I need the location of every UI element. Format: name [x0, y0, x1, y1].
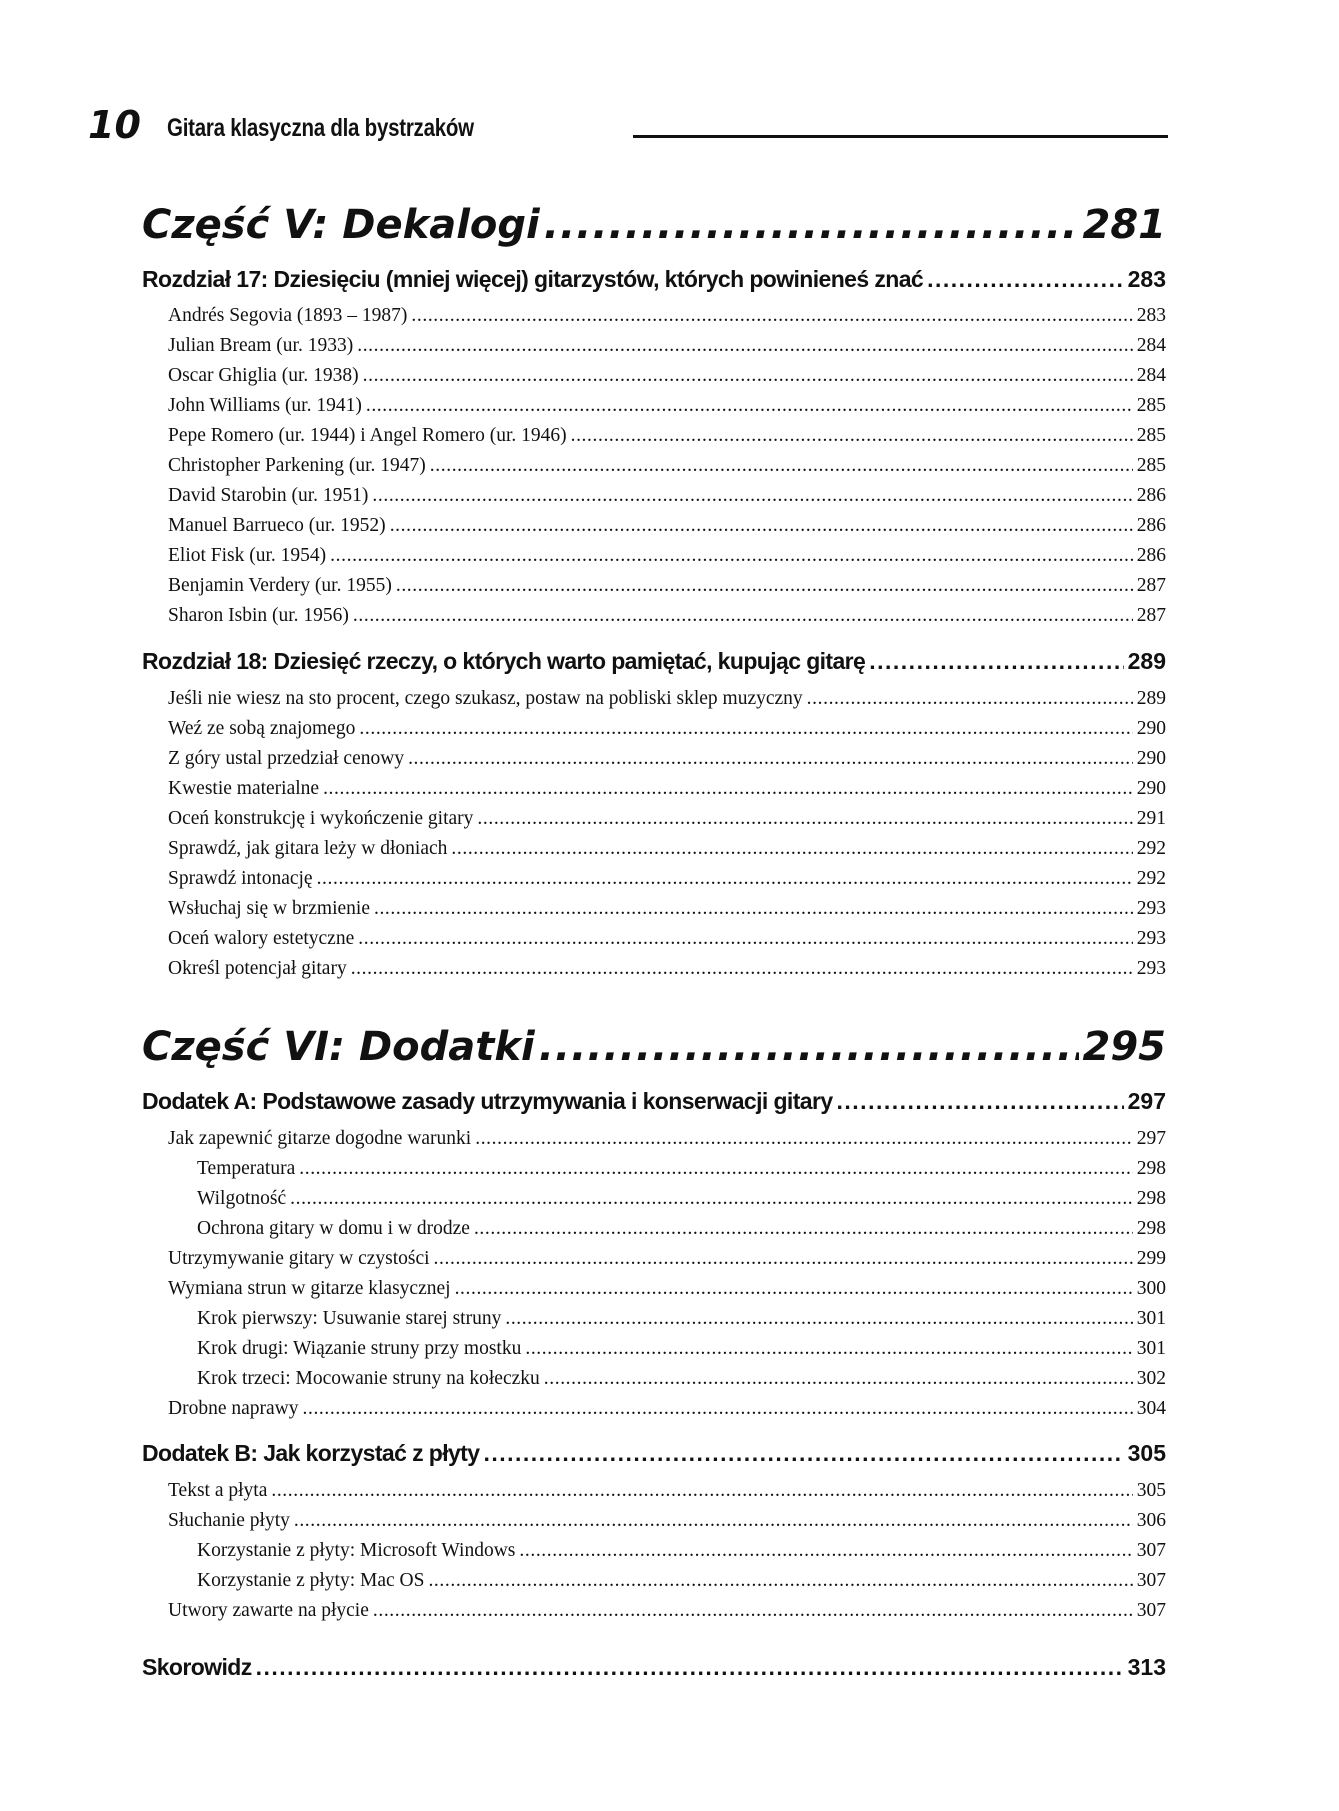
entry-page: 306 [1136, 1510, 1166, 1531]
entry-title: Christopher Parkening (ur. 1947) [168, 455, 426, 476]
dot-leader [317, 868, 1133, 890]
dot-leader [475, 1128, 1133, 1150]
entry-page: 302 [1136, 1368, 1166, 1389]
toc-subentry [197, 1308, 1166, 1336]
entry-page: 293 [1136, 898, 1166, 919]
dot-leader [430, 455, 1133, 477]
dot-leader [428, 1570, 1132, 1592]
dot-leader [303, 1398, 1133, 1420]
toc-entry [168, 778, 1166, 806]
dot-leader [357, 335, 1133, 357]
entry-page: 286 [1136, 485, 1166, 506]
dot-leader [363, 365, 1133, 387]
part-page: 281 [1082, 202, 1166, 248]
index-page: 313 [1127, 1654, 1166, 1680]
chapter-page: 289 [1127, 648, 1166, 674]
entry-page: 291 [1136, 808, 1166, 829]
entry-page: 300 [1136, 1278, 1166, 1299]
chapter-page: 305 [1127, 1440, 1166, 1466]
entry-title: David Starobin (ur. 1951) [168, 485, 369, 506]
chapter-title: Dodatek B: Jak korzystać z płyty [142, 1440, 480, 1466]
dot-leader [373, 1600, 1133, 1622]
entry-title: Sprawdź, jak gitara leży w dłoniach [168, 838, 448, 859]
dot-leader [359, 718, 1132, 740]
dot-leader [451, 838, 1132, 860]
dot-leader [455, 1278, 1133, 1300]
toc-entry [168, 1480, 1166, 1508]
toc-entry [168, 515, 1166, 543]
entry-title: Wilgotność [197, 1188, 287, 1209]
entry-title: Tekst a płyta [168, 1480, 268, 1501]
part-heading [142, 1024, 1166, 1080]
entry-title: Z góry ustal przedział cenowy [168, 748, 405, 769]
dot-leader [477, 808, 1132, 830]
entry-title: Pepe Romero (ur. 1944) i Angel Romero (ur. 1946) [168, 425, 567, 446]
toc-entry [168, 958, 1166, 986]
entry-title: Oscar Ghiglia (ur. 1938) [168, 365, 359, 386]
entry-title: Temperatura [197, 1158, 296, 1179]
toc-entry [168, 305, 1166, 333]
entry-title: Julian Bream (ur. 1933) [168, 335, 354, 356]
entry-page: 301 [1136, 1338, 1166, 1359]
dot-leader [256, 1654, 1124, 1681]
dot-leader [411, 305, 1132, 327]
toc-subentry [197, 1338, 1166, 1366]
entry-page: 298 [1136, 1218, 1166, 1239]
dot-leader [351, 958, 1133, 980]
toc-subentry [197, 1368, 1166, 1396]
dot-leader [294, 1510, 1133, 1532]
entry-page: 284 [1136, 365, 1166, 386]
entry-title: Benjamin Verdery (ur. 1955) [168, 575, 392, 596]
entry-page: 285 [1136, 455, 1166, 476]
entry-page: 307 [1136, 1540, 1166, 1561]
dot-leader [271, 1480, 1132, 1502]
entry-title: Krok drugi: Wiązanie struny przy mostku [197, 1338, 522, 1359]
entry-page: 289 [1136, 688, 1166, 709]
dot-leader [374, 898, 1133, 920]
dot-leader [869, 648, 1123, 675]
index-title: Skorowidz [142, 1654, 252, 1680]
dot-leader [358, 928, 1133, 950]
entry-page: 290 [1136, 718, 1166, 739]
toc-entry [168, 1600, 1166, 1628]
entry-page: 293 [1136, 958, 1166, 979]
chapter-page: 283 [1127, 266, 1166, 292]
entry-title: Weź ze sobą znajomego [168, 718, 356, 739]
entry-title: Słuchanie płyty [168, 1510, 290, 1531]
dot-leader [330, 545, 1133, 567]
entry-page: 297 [1136, 1128, 1166, 1149]
dot-leader [837, 1088, 1124, 1115]
entry-page: 286 [1136, 545, 1166, 566]
toc-entry [168, 1510, 1166, 1538]
chapter-title: Rozdział 17: Dziesięciu (mniej więcej) gitarzystów, których powinieneś znać [142, 266, 924, 292]
entry-title: Wymiana strun w gitarze klasycznej [168, 1278, 451, 1299]
dot-leader [353, 605, 1133, 627]
chapter-page: 297 [1127, 1088, 1166, 1114]
entry-page: 293 [1136, 928, 1166, 949]
entry-page: 290 [1136, 748, 1166, 769]
book-title: Gitara klasyczna dla bystrzaków [166, 114, 474, 142]
part-title: Część VI: Dodatki [142, 1024, 535, 1070]
dot-leader [544, 202, 1079, 248]
entry-page: 284 [1136, 335, 1166, 356]
dot-leader [807, 688, 1133, 710]
entry-title: Ochrona gitary w domu i w drodze [197, 1218, 470, 1239]
entry-page: 301 [1136, 1308, 1166, 1329]
dot-leader [396, 575, 1133, 597]
part-page: 295 [1082, 1024, 1166, 1070]
entry-title: Jak zapewnić gitarze dogodne warunki [168, 1128, 472, 1149]
entry-title: Krok trzeci: Mocowanie struny na kołeczku [197, 1368, 540, 1389]
dot-leader [390, 515, 1133, 537]
entry-title: Utwory zawarte na płycie [168, 1600, 369, 1621]
entry-page: 304 [1136, 1398, 1166, 1419]
entry-page: 298 [1136, 1158, 1166, 1179]
entry-title: Sprawdź intonację [168, 868, 313, 889]
entry-page: 307 [1136, 1570, 1166, 1591]
entry-page: 287 [1136, 575, 1166, 596]
chapter-heading [142, 648, 1166, 682]
entry-page: 307 [1136, 1600, 1166, 1621]
toc-entry [168, 395, 1166, 423]
part-title: Część V: Dekalogi [142, 202, 540, 248]
toc-entry [168, 425, 1166, 453]
entry-title: Oceń walory estetyczne [168, 928, 355, 949]
toc-entry [168, 485, 1166, 513]
entry-page: 283 [1136, 305, 1166, 326]
dot-leader [927, 266, 1124, 293]
toc-entry [168, 575, 1166, 603]
dot-leader [571, 425, 1133, 447]
toc-subentry [197, 1540, 1166, 1568]
entry-page: 292 [1136, 838, 1166, 859]
dot-leader [372, 485, 1132, 507]
entry-page: 305 [1136, 1480, 1166, 1501]
entry-title: Drobne naprawy [168, 1398, 299, 1419]
entry-page: 287 [1136, 605, 1166, 626]
entry-title: Korzystanie z płyty: Mac OS [197, 1570, 425, 1591]
chapter-title: Rozdział 18: Dziesięć rzeczy, o których warto pamiętać, kupując gitarę [142, 648, 866, 674]
dot-leader [323, 778, 1133, 800]
dot-leader [483, 1440, 1123, 1467]
toc-entry [168, 928, 1166, 956]
toc-subentry [197, 1158, 1166, 1186]
entry-page: 292 [1136, 868, 1166, 889]
entry-page: 290 [1136, 778, 1166, 799]
dot-leader [434, 1248, 1133, 1270]
running-header [88, 100, 1168, 147]
dot-leader [505, 1308, 1132, 1330]
dot-leader [299, 1158, 1133, 1180]
index-heading [142, 1654, 1166, 1688]
toc-entry [168, 898, 1166, 926]
toc-entry [168, 838, 1166, 866]
header-rule [633, 135, 1168, 138]
toc-entry [168, 868, 1166, 896]
entry-title: Kwestie materialne [168, 778, 320, 799]
entry-title: Oceń konstrukcję i wykończenie gitary [168, 808, 474, 829]
dot-leader [525, 1338, 1132, 1360]
chapter-heading [142, 1088, 1166, 1122]
part-heading [142, 202, 1166, 258]
entry-page: 298 [1136, 1188, 1166, 1209]
dot-leader [408, 748, 1133, 770]
toc-entry [168, 1398, 1166, 1426]
toc-entry [168, 718, 1166, 746]
entry-page: 286 [1136, 515, 1166, 536]
toc-subentry [197, 1188, 1166, 1216]
chapter-heading [142, 1440, 1166, 1474]
entry-title: John Williams (ur. 1941) [168, 395, 362, 416]
toc-subentry [197, 1218, 1166, 1246]
dot-leader [474, 1218, 1133, 1240]
toc-entry [168, 1128, 1166, 1156]
toc-entry [168, 455, 1166, 483]
entry-page: 299 [1136, 1248, 1166, 1269]
entry-page: 285 [1136, 395, 1166, 416]
chapter-title: Dodatek A: Podstawowe zasady utrzymywania i konserwacji gitary [142, 1088, 833, 1114]
dot-leader [544, 1368, 1133, 1390]
entry-title: Wsłuchaj się w brzmienie [168, 898, 370, 919]
entry-title: Utrzymywanie gitary w czystości [168, 1248, 430, 1269]
toc-entry [168, 1278, 1166, 1306]
chapter-heading [142, 266, 1166, 300]
toc-subentry [197, 1570, 1166, 1598]
entry-title: Manuel Barrueco (ur. 1952) [168, 515, 386, 536]
toc-entry [168, 605, 1166, 633]
dot-leader [366, 395, 1133, 417]
dot-leader [519, 1540, 1132, 1562]
entry-title: Jeśli nie wiesz na sto procent, czego szukasz, postaw na pobliski sklep muzyczny [168, 688, 803, 709]
entry-title: Krok pierwszy: Usuwanie starej struny [197, 1308, 502, 1329]
page-number: 10 [88, 103, 141, 147]
toc-entry [168, 808, 1166, 836]
toc-entry [168, 365, 1166, 393]
toc-entry [168, 1248, 1166, 1276]
entry-title: Andrés Segovia (1893 – 1987) [168, 305, 408, 326]
toc-entry [168, 335, 1166, 363]
toc-entry [168, 688, 1166, 716]
toc-entry [168, 748, 1166, 776]
entry-title: Sharon Isbin (ur. 1956) [168, 605, 349, 626]
entry-title: Określ potencjał gitary [168, 958, 347, 979]
entry-page: 285 [1136, 425, 1166, 446]
dot-leader [539, 1024, 1079, 1070]
entry-title: Korzystanie z płyty: Microsoft Windows [197, 1540, 516, 1561]
entry-title: Eliot Fisk (ur. 1954) [168, 545, 327, 566]
dot-leader [290, 1188, 1133, 1210]
toc-entry [168, 545, 1166, 573]
